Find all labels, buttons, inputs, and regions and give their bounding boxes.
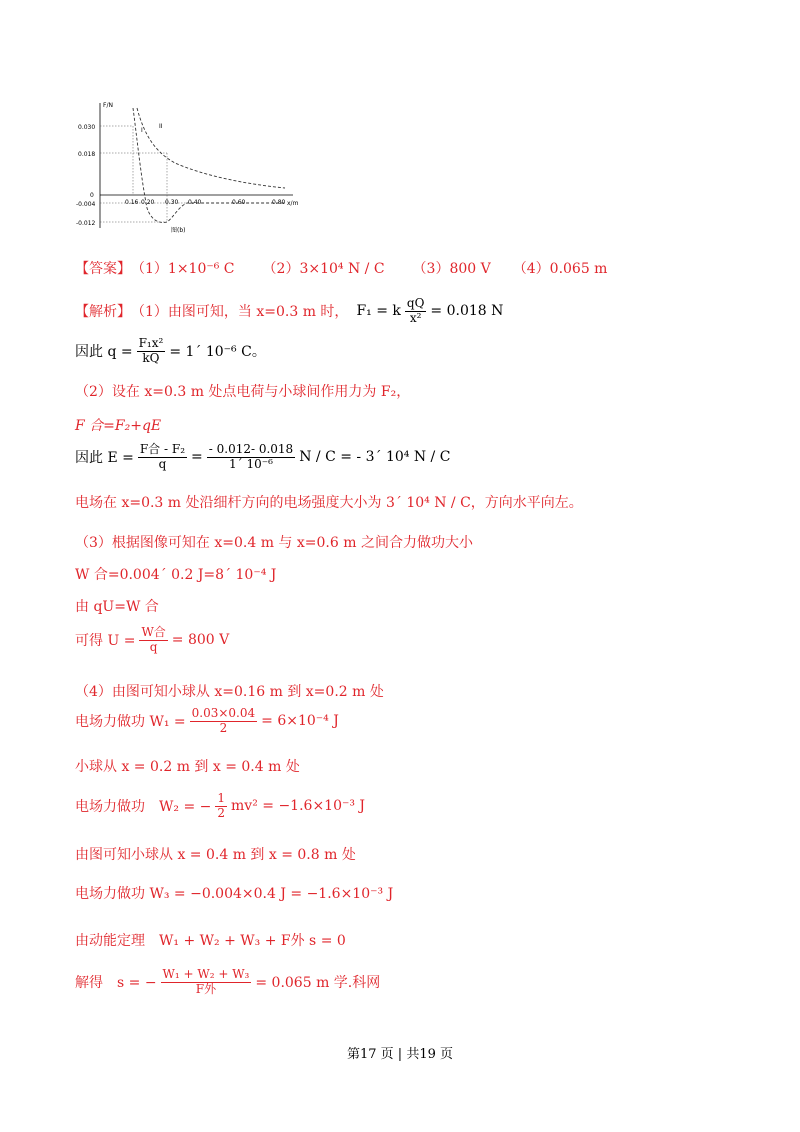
analysis-text-13: 小球从 x = 0.2 m 到 x = 0.4 m 处 — [75, 759, 300, 775]
analysis-line-6 — [75, 492, 583, 512]
analysis-line-16 — [75, 883, 393, 903]
analysis-line-2 — [75, 337, 266, 366]
analysis-text-15: 由图可知小球从 x = 0.4 m 到 x = 0.8 m 处 — [75, 847, 356, 863]
analysis-text-17: 由动能定理 W₁ + W₂ + W₃ + F外 s = 0 — [75, 933, 346, 949]
page-number: 第17 页 | 共19 页 — [347, 1047, 453, 1062]
analysis-line-10 — [75, 626, 229, 655]
fraction-numerator: W₁ + W₂ + W₃ — [162, 967, 250, 981]
fraction-denominator: kQ — [142, 350, 160, 365]
answer-item-3: （3）800 V — [412, 261, 491, 277]
fraction-denominator: q — [158, 456, 167, 471]
work2-rhs: mv² = −1.6×10⁻³ J — [231, 798, 366, 815]
curve-total-force — [133, 108, 285, 222]
distance-rhs: = 0.065 m 学.科网 — [255, 975, 381, 992]
work2-fraction — [215, 792, 227, 821]
charge-rhs: = 1´ 10⁻⁶ C。 — [169, 344, 266, 361]
voltage-rhs: = 800 V — [171, 632, 230, 649]
y-tick-4: -0.012 — [76, 220, 96, 227]
analysis-line-11 — [75, 681, 384, 701]
analysis-line-4 — [75, 415, 161, 435]
answer-label: 【答案】 — [75, 261, 131, 277]
x-tick-1: 0.20 — [141, 199, 155, 206]
curve-label-2: II — [159, 123, 163, 130]
distance-lhs: 解得 s = − — [75, 975, 157, 992]
analysis-line-8 — [75, 564, 276, 584]
x-tick-0: 0.16 — [125, 199, 139, 206]
analysis-line-7 — [75, 532, 473, 552]
coulomb-lhs: F₁ = k — [356, 303, 401, 320]
field-rhs: N / C = - 3´ 10⁴ N / C — [299, 449, 451, 466]
analysis-line-5 — [75, 443, 450, 472]
analysis-line-17 — [75, 930, 346, 950]
voltage-fraction — [139, 626, 167, 655]
fraction-numerator: W合 — [141, 625, 166, 639]
analysis-text-9: 由 qU=W 合 — [75, 599, 159, 615]
answer-item-4: （4）0.065 m — [512, 261, 608, 277]
analysis-line-3 — [75, 381, 410, 401]
analysis-label: 【解析】 — [75, 304, 131, 321]
fraction-numerator: F合 - F₂ — [139, 442, 186, 456]
y-axis-label: F/N — [103, 102, 113, 109]
analysis-line-12 — [75, 707, 339, 736]
x-axis-label: x/m — [287, 200, 299, 207]
analysis-text-11: （4）由图可知小球从 x=0.16 m 到 x=0.2 m 处 — [75, 684, 384, 700]
force-position-graph — [75, 98, 315, 243]
field-lhs: 因此 E = — [75, 450, 134, 467]
analysis-text-8: W 合=0.004´ 0.2 J=8´ 10⁻⁴ J — [75, 567, 277, 583]
field-fraction-1 — [138, 443, 187, 472]
fraction-denominator: 1´ 10⁻⁶ — [229, 456, 273, 471]
y-tick-3: -0.004 — [76, 201, 96, 208]
distance-fraction — [161, 968, 252, 997]
analysis-line-9 — [75, 596, 159, 616]
x-tick-2: 0.30 — [165, 199, 179, 206]
curve-label-1: I — [141, 127, 143, 134]
fraction-numerator: 1 — [217, 791, 226, 805]
coulomb-fraction — [405, 297, 427, 326]
analysis-line-15 — [75, 844, 356, 864]
charge-fraction — [137, 337, 166, 366]
analysis-text-4: F 合=F₂+qE — [75, 418, 162, 434]
field-fraction-2 — [207, 443, 295, 472]
fraction-numerator: 0.03×0.04 — [191, 706, 256, 720]
curve-coulomb-force — [137, 108, 285, 188]
analysis-line-18 — [75, 968, 380, 997]
analysis-text-6: 电场在 x=0.3 m 处沿细杆方向的电场强度大小为 3´ 10⁴ N / C，方向水平向左。 — [75, 495, 583, 511]
charge-lhs: 因此 q = — [75, 344, 133, 361]
field-equals: = — [191, 449, 203, 466]
analysis-text-1: （1）由图可知，当 x=0.3 m 时， — [131, 304, 349, 321]
y-tick-0: 0.030 — [78, 124, 96, 131]
analysis-line-14 — [75, 792, 365, 821]
work1-fraction — [190, 707, 258, 736]
fraction-denominator: 2 — [217, 805, 226, 820]
fraction-numerator: - 0.012- 0.018 — [208, 442, 294, 456]
y-tick-1: 0.018 — [78, 151, 96, 158]
x-tick-4: 0.60 — [232, 199, 246, 206]
fraction-denominator: 2 — [219, 720, 228, 735]
answer-item-1: （1）1×10⁻⁶ C — [131, 261, 235, 277]
x-tick-5: 0.80 — [272, 199, 286, 206]
y-tick-2: 0 — [90, 192, 94, 199]
fraction-denominator: F外 — [195, 981, 217, 996]
analysis-text-3: （2）设在 x=0.3 m 处点电荷与小球间作用力为 F₂， — [75, 384, 411, 400]
analysis-line-13 — [75, 756, 300, 776]
page-footer — [0, 1043, 800, 1062]
fraction-numerator: F₁x² — [138, 336, 164, 350]
fraction-denominator: x² — [409, 310, 422, 325]
coulomb-rhs: = 0.018 N — [430, 303, 504, 320]
analysis-text-16: 电场力做功 W₃ = −0.004×0.4 J = −1.6×10⁻³ J — [75, 886, 394, 902]
fraction-denominator: q — [149, 639, 158, 654]
work1-rhs: = 6×10⁻⁴ J — [261, 713, 339, 730]
answer-item-2: （2）3×10⁴ N / C — [262, 261, 385, 277]
analysis-text-7: （3）根据图像可知在 x=0.4 m 与 x=0.6 m 之间合力做功大小 — [75, 535, 473, 551]
fraction-numerator: qQ — [406, 296, 425, 310]
figure-caption: 图(b) — [171, 227, 186, 234]
answer-line — [75, 258, 607, 278]
x-tick-3: 0.40 — [188, 199, 202, 206]
work1-lhs: 电场力做功 W₁ = — [75, 714, 186, 731]
voltage-lhs: 可得 U = — [75, 633, 136, 650]
work2-lhs: 电场力做功 W₂ = − — [75, 799, 212, 816]
analysis-line-1 — [75, 297, 503, 326]
